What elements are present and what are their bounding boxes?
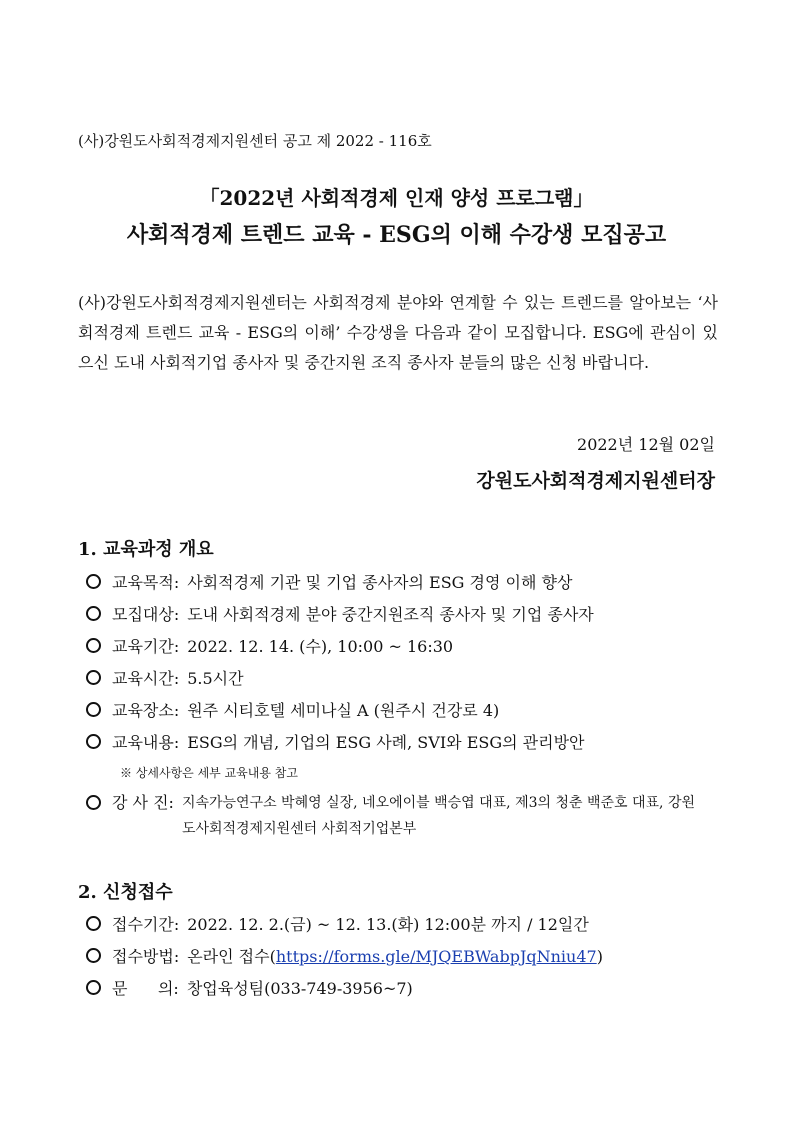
item-label: 교육장소: [112,701,180,720]
program-title: 「2022년 사회적경제 인재 양성 프로그램」 [199,186,594,210]
detail-note: ※ 상세사항은 세부 교육내용 참고 [120,766,298,780]
item-value: 원주 시티호텔 세미나실 A (원주시 건강로 4) [187,701,500,720]
list-item-instructors [86,790,726,842]
intro-paragraph: (사)강원도사회적경제지원센터는 사회적경제 분야와 연계할 수 있는 트렌드를 알아보는 ‘사회적경제 트렌드 교육 - ESG의 이해’ 수강생을 다음과 같이 모집합니다. ESG에 관심이 있으신 도내 사회적기업 종사자 및 중간지원 조직 종사자 분들의 많은 신청 바랍니다. [78,293,718,372]
list-item-content [86,730,726,762]
item-label: 강 사 진: [112,793,174,812]
circle-bullet-icon [86,734,101,749]
list-item-application-period [86,912,726,944]
list-item-period [86,634,726,666]
circle-bullet-icon [86,948,101,963]
item-value: 2022. 12. 14. (수), 10:00 ~ 16:30 [187,637,454,656]
circle-bullet-icon [86,606,101,621]
list-item-application-method [86,944,726,976]
item-label: 문 의: [112,979,179,998]
overview-list [86,570,726,842]
circle-bullet-icon [86,702,101,717]
circle-bullet-icon [86,638,101,653]
item-value: ESG의 개념, 기업의 ESG 사례, SVI와 ESG의 관리방안 [187,733,585,752]
list-item-target [86,602,726,634]
item-label: 접수방법: [112,947,180,966]
item-label: 접수기간: [112,915,180,934]
item-value: 5.5시간 [187,669,244,688]
circle-bullet-icon [86,670,101,685]
item-label: 교육목적: [112,573,180,592]
list-item-hours [86,666,726,698]
list-item-purpose [86,570,726,602]
circle-bullet-icon [86,574,101,589]
circle-bullet-icon [86,980,101,995]
item-label: 모집대상: [112,605,180,624]
list-item-venue [86,698,726,730]
item-value: 지속가능연구소 박혜영 실장, 네오에이블 백승엽 대표, 제3의 청춘 백준호 대표, 강원도사회적경제지원센터 사회적기업본부 [181,795,695,837]
application-list [86,912,726,1008]
issuer-name: 강원도사회적경제지원센터장 [476,470,715,492]
method-prefix: 온라인 접수( [187,947,276,966]
method-suffix: ) [596,947,603,966]
notice-number: (사)강원도사회적경제지원센터 공고 제 2022 - 116호 [78,132,432,150]
section-heading-overview: 1. 교육과정 개요 [78,539,214,560]
application-form-link[interactable]: https://forms.gle/MJQEBWabpJqNniu47 [275,947,597,966]
section-heading-application: 2. 신청접수 [78,882,173,903]
item-label: 교육시간: [112,669,180,688]
notice-date: 2022년 12월 02일 [577,435,715,454]
item-value: 2022. 12. 2.(금) ~ 12. 13.(화) 12:00분 까지 / 12일간 [187,915,589,934]
item-value: 창업육성팀(033-749-3956~7) [186,979,413,998]
item-value: 사회적경제 기관 및 기업 종사자의 ESG 경영 이해 향상 [187,573,573,592]
item-label: 교육기간: [112,637,180,656]
item-label: 교육내용: [112,733,180,752]
page-title: 사회적경제 트렌드 교육 - ESG의 이해 수강생 모집공고 [126,222,667,248]
circle-bullet-icon [86,795,101,810]
item-value: 도내 사회적경제 분야 중간지원조직 종사자 및 기업 종사자 [187,605,594,624]
list-item-contact [86,976,726,1008]
circle-bullet-icon [86,916,101,931]
